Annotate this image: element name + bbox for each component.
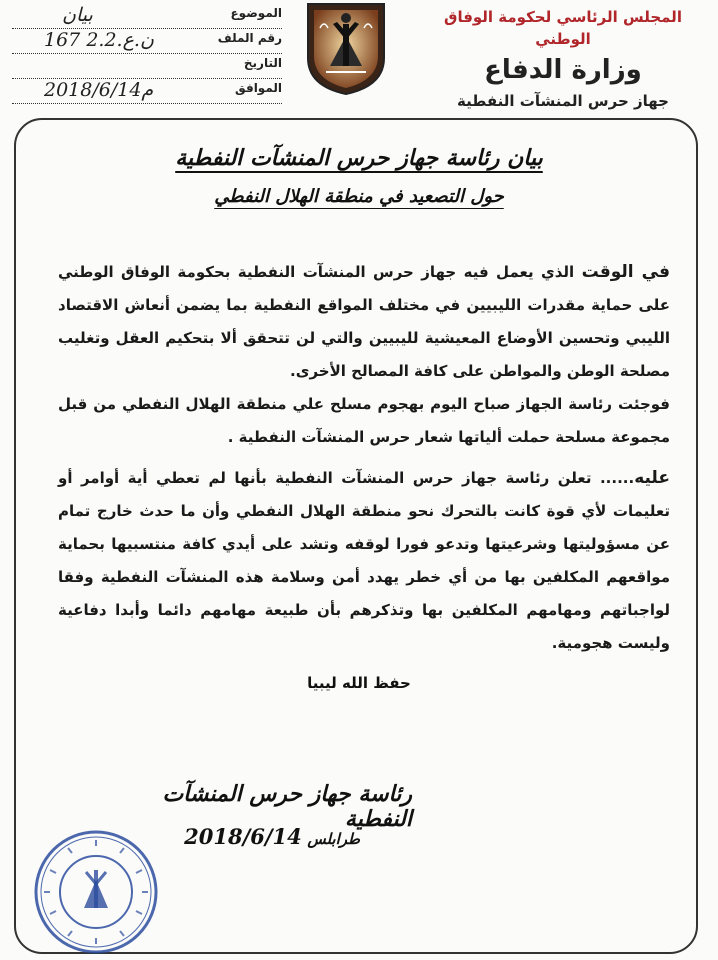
paragraph-3-lead: عليه xyxy=(634,468,670,488)
field-corresponding-date xyxy=(12,79,282,104)
field-subject xyxy=(12,4,282,29)
issue-date: 2018/6/14 xyxy=(184,824,302,849)
ministry-name: وزارة الدفاع xyxy=(484,55,642,85)
field-value: 2018/6/14م xyxy=(44,79,154,101)
place-date xyxy=(160,824,360,849)
guard-name: جهاز حرس المنشآت النفطية xyxy=(457,92,669,110)
statement-title: بيان رئاسة جهاز حرس المنشآت النفطية xyxy=(175,146,543,171)
signature: رئاسة جهاز حرس المنشآت النفطية xyxy=(162,782,412,832)
field-date xyxy=(12,54,282,79)
field-file-number xyxy=(12,29,282,54)
closing-phrase: حفظ الله ليبيا xyxy=(307,674,411,692)
paragraph-2: فوجئت رئاسة الجهاز صباح اليوم بهجوم مسلح علي منطقة الهلال النفطي من قبل مجموعة مسلحة حملت ألياتها شعار حرس المنشآت النفطية . xyxy=(58,395,670,446)
paragraph-1 xyxy=(58,256,670,388)
official-seal-icon xyxy=(30,826,162,958)
field-value: بيان xyxy=(62,4,93,26)
form-fields xyxy=(12,4,282,104)
field-label: الموافق xyxy=(235,81,282,95)
field-label: التاريخ xyxy=(243,56,282,70)
paragraph-1-text: الذي يعمل فيه جهاز حرس المنشآت النفطية بحكومة الوفاق الوطني على حماية مقدرات الليبيين في مختلف المواقع النفطية بما يضمن أنعاش الاقتصاد الليبي وتحسين الأوضاع المعيشية لليبيين والتي لن تتحقق ألا بتحكيم العقل وتغليب مصلحة الوطن والمواطن على كافة المصالح الأخرى. xyxy=(58,263,670,380)
city: طرابلس xyxy=(307,830,360,848)
letterhead xyxy=(428,6,698,112)
field-value: 167 ن.ع.2.2 xyxy=(44,29,154,51)
paragraph-3-text: ...... تعلن رئاسة جهاز حرس المنشآت النفطية بأنها لم تعطي أية أوامر أو تعليمات لأي قوة كانت بالتحرك نحو منطقة الهلال النفطي وأن ما حدث خارج تمام عن مسؤوليتها وشرعيتها وتدعو فورا لوقفه وتشد على أيدي كافة منتسبيها بحماية مواقعهم المكلفين بها من أي خطر يهدد أمن وسلامة هذه المنشآت النفطية وفقا لواجباتهم ومهامهم المكلفين بها وتذكرهم بأن طبيعة مهامهم دائما وأبدا دفاعية وليست هجومية. xyxy=(58,469,670,652)
paragraph-3 xyxy=(58,462,670,660)
field-label: رقم الملف xyxy=(217,31,282,45)
council-name: المجلس الرئاسي لحكومة الوفاق الوطني xyxy=(444,8,682,48)
paragraph-1-lead: في الوقت xyxy=(581,262,670,282)
guard-emblem-icon xyxy=(300,0,392,96)
field-label: الموضوع xyxy=(230,6,282,20)
statement-subtitle: حول التصعيد في منطقة الهلال النفطي xyxy=(214,186,504,207)
